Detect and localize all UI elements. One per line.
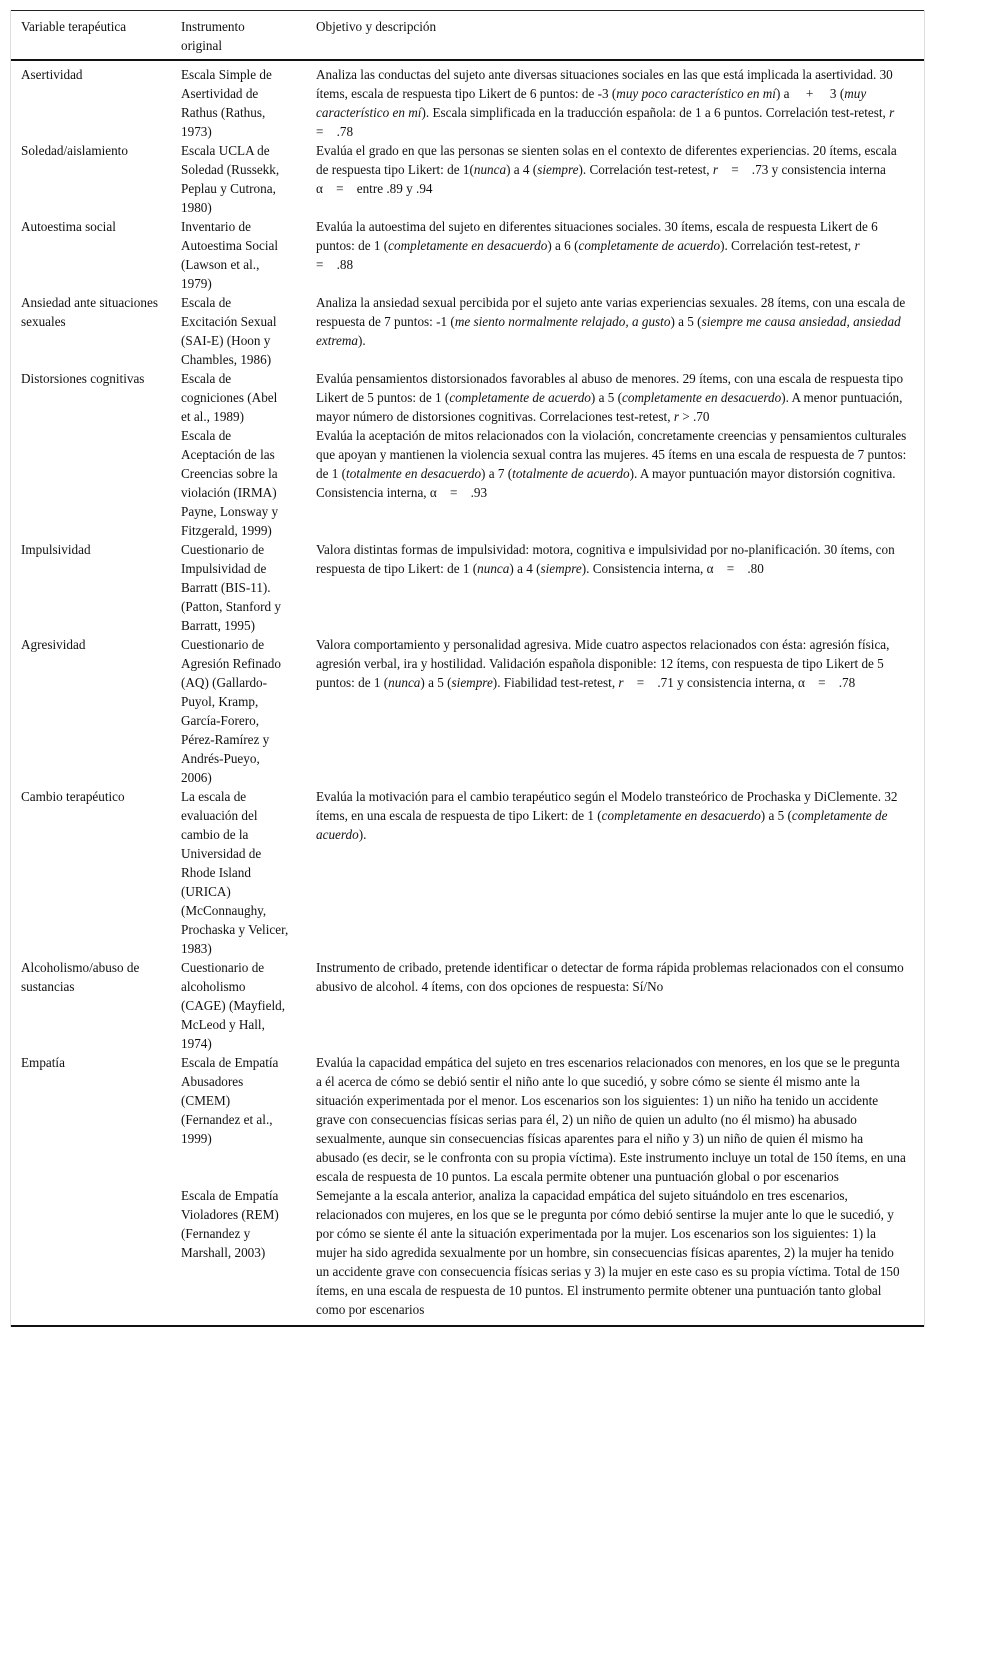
cell-variable: Alcoholismo/abuso de sustancias [21,960,140,994]
description-italic-text: me siento normalmente relajado, a gusto [454,314,671,329]
instrument-text: Escala de Excitación Sexual (SAI-E) (Hoon y Chambles, 1986) [181,295,277,367]
cell-variable: Distorsiones cognitivas [21,371,145,386]
description-text: = .71 y consistencia interna, α = .78 [623,675,856,690]
cell-instrument [181,293,316,369]
description-text: Valora distintas formas de impulsividad: motora, cognitiva e impulsividad por no-planificación. 30 ítems, con respuesta de tipo Likert: de 1 ( [316,542,895,576]
description-text: Evalúa la capacidad empática del sujeto en tres escenarios relacionados con menores, en los que se le pregunta a él acerca de cómo se debió sentir el niño ante lo que sucedió, y sobre cómo se siente él mismo ante la situación experimentada por el menor. Los escenarios son los siguientes: 1) un niño ha tenido un accidente grave con consecuencias físicas serias para él, 2) un niño de quien un adulto (no él mismo) ha abusado sexualmente, aunque sin consecuencias físicas aparentes para el niño y 3) un niño de quien él mismo ha abusado (es decir, se le confronta con su propia víctima). Este instrumento incluye un total de 150 ítems, en una escala de respuesta de 10 puntos. La escala permite obtener una puntuación global o por escenarios [316,1055,906,1184]
cell-description [316,787,924,958]
cell-description [316,1186,924,1326]
instrument-text: Escala de cogniciones (Abel et al., 1989) [181,371,278,424]
description-italic-text: totalmente de acuerdo [512,466,630,481]
description-italic-text: nunca [473,162,507,177]
instrument-text: Cuestionario de Agresión Refinado (AQ) (Gallardo-Puyol, Kramp, García-Forero, Pérez-Ramírez y Andrés-Pueyo, 2006) [181,637,281,785]
description-text: ). A mayor puntuación mayor distorsión cognitiva. Consistencia interna, α = .93 [316,466,896,500]
description-text: Analiza la ansiedad sexual percibida por el sujeto ante varias experiencias sexuales. 28 ítems, con una escala de respuesta de 7 puntos: -1 ( [316,295,906,329]
table-row [11,141,924,217]
description-italic-text: completamente de acuerdo [578,238,721,253]
cell-description [316,293,924,369]
description-italic-text: completamente de acuerdo [449,390,591,405]
description-italic-text: muy poco característico en mí [616,86,776,101]
description-italic-text: siempre [451,675,493,690]
description-text: = .73 y consistencia interna α = entre .89 y .94 [316,162,886,196]
cell-instrument [181,635,316,787]
description-italic-text: r [854,238,860,253]
description-italic-text: completamente en desacuerdo [388,238,548,253]
cell-variable: Agresividad [21,637,86,652]
description-text: ) a 4 ( [506,162,538,177]
description-text: Analiza las conductas del sujeto ante diversas situaciones sociales en las que está implicada la asertividad. 30 ítems, escala de respuesta tipo Likert de 6 puntos: de -3 ( [316,67,893,101]
table-body [11,60,924,1326]
table-row [11,293,924,369]
header-variable: Variable terapéutica [21,19,127,34]
description-text: ) a 5 ( [590,390,623,405]
cell-description [316,217,924,293]
table-row [11,540,924,635]
description-text: Valora comportamiento y personalidad agresiva. Mide cuatro aspectos relacionados con ésta: agresión física, agresión verbal, ira y hostilidad. Validación española disponible: 12 ítems, con respuesta de tipo Likert de 5 puntos: de 1 ( [316,637,890,690]
instrument-text: La escala de evaluación del cambio de la Universidad de Rhode Island (URICA) (McConnaughy, Prochaska y Velicer, 1983) [181,789,289,956]
table-row [11,60,924,141]
table-row [11,958,924,1053]
cell-variable: Impulsividad [21,542,91,557]
description-text: Evalúa la autoestima del sujeto en diferentes situaciones sociales. 30 ítems, escala de respuesta Likert de 6 puntos: de 1 ( [316,219,878,253]
description-text: > .70 [678,409,710,424]
description-italic-text: totalmente en desacuerdo [346,466,482,481]
cell-description [316,369,924,426]
description-italic-text: nunca [477,561,510,576]
description-text: ). [357,333,366,348]
cell-instrument [181,958,316,1053]
description-text: ) a 5 ( [760,808,792,823]
table-row [11,1053,924,1186]
description-text: = .88 [316,238,873,272]
instruments-table-container [10,10,925,1327]
description-italic-text: siempre me causa ansiedad, ansiedad extrema [316,314,901,348]
description-italic-text: completamente en desacuerdo [601,808,761,823]
description-italic-text: muy característico en mí [316,86,867,120]
header-instrument-label: Instrumento original [181,19,245,53]
cell-instrument [181,1186,316,1326]
table-row [11,635,924,787]
description-text: ) a 6 ( [547,238,579,253]
instrument-text: Escala de Empatía Abusadores (CMEM) (Fernandez et al., 1999) [181,1055,279,1146]
description-italic-text: r [673,409,679,424]
description-italic-text: r [712,162,718,177]
description-text: ). Correlación test-retest, [720,238,855,253]
cell-description [316,1053,924,1186]
description-text: Evalúa pensamientos distorsionados favorables al abuso de menores. 29 ítems, con una escala de respuesta tipo Likert de 5 puntos: de 1 ( [316,371,904,405]
table-header-row [11,11,924,61]
description-italic-text: completamente de acuerdo [316,808,888,842]
description-italic-text: siempre [540,561,582,576]
description-text: Evalúa la motivación para el cambio terapéutico según el Modelo transteórico de Prochaska y DiClemente. 32 ítems, en una escala de respuesta de tipo Likert: de 1 ( [316,789,898,823]
instrument-text: Cuestionario de alcoholismo (CAGE) (Mayfield, McLeod y Hall, 1974) [181,960,286,1051]
header-description: Objetivo y descripción [316,19,437,34]
cell-description [316,141,924,217]
cell-description [316,635,924,787]
cell-variable [11,1186,181,1326]
description-text: ) a 4 ( [509,561,541,576]
description-text: ). Fiabilidad test-retest, [492,675,619,690]
description-text: ) a + 3 ( [775,86,845,101]
cell-description [316,60,924,141]
cell-variable: Asertividad [21,67,83,82]
cell-instrument [181,1053,316,1186]
description-text: ). [358,827,367,842]
description-italic-text: nunca [388,675,421,690]
instrument-text: Escala de Empatía Violadores (REM) (Fernandez y Marshall, 2003) [181,1188,279,1260]
cell-variable: Cambio terapéutico [21,789,125,804]
cell-instrument [181,141,316,217]
table-row [11,369,924,426]
description-italic-text: r [889,105,895,120]
table-row [11,217,924,293]
table-row [11,426,924,540]
instrument-text: Escala UCLA de Soledad (Russekk, Peplau y Cutrona, 1980) [181,143,280,215]
description-italic-text: siempre [537,162,579,177]
cell-description [316,540,924,635]
description-text: ) a 5 ( [420,675,452,690]
cell-instrument [181,426,316,540]
instruments-table [11,10,924,1327]
instrument-text: Inventario de Autoestima Social (Lawson et al., 1979) [181,219,279,291]
description-text: Semejante a la escala anterior, analiza la capacidad empática del sujeto situándolo en tres escenarios, relacionados con mujeres, en los que se le pregunta por cómo debió sentirse la mujer ante lo que le sucedió, y por cómo se siente él ante la situación experimentada por la mujer. Los escenarios son los siguientes: 1) la mujer ha sido agredida sexualmente por un hombre, sin consecuencias físicas aparentes, 2) la mujer ha tenido un accidente grave con consecuencia físicas serias y 3) la mujer en este caso es su propia víctima. Total de 150 ítems, en una escala de respuesta de 10 puntos. El instrumento permite obtener una puntuación tanto global como por escenarios [316,1188,900,1317]
description-text: ). A menor puntuación, mayor número de distorsiones cognitivas. Correlaciones test-retest, [316,390,903,424]
cell-variable: Autoestima social [21,219,116,234]
cell-instrument [181,540,316,635]
description-text: ) a 7 ( [481,466,513,481]
description-text: Evalúa el grado en que las personas se sienten solas en el contexto de diferentes experiencias. 20 ítems, escala de respuesta tipo Likert: de 1( [316,143,897,177]
description-italic-text: r [618,675,624,690]
description-italic-text: completamente en desacuerdo [622,390,782,405]
description-text: ). Correlación test-retest, [578,162,713,177]
cell-variable: Soledad/aislamiento [21,143,128,158]
description-text: ). Consistencia interna, α = .80 [581,561,764,576]
instrument-text: Cuestionario de Impulsividad de Barratt (BIS-11). (Patton, Stanford y Barratt, 1995) [181,542,281,633]
cell-variable: Ansiedad ante situaciones sexuales [21,295,158,329]
cell-description [316,426,924,540]
instrument-text: Escala de Aceptación de las Creencias sobre la violación (IRMA) Payne, Lonsway y Fitzgerald, 1999) [181,428,279,538]
description-text: Instrumento de cribado, pretende identificar o detectar de forma rápida problemas relacionados con el consumo abusivo de alcohol. 4 ítems, con dos opciones de respuesta: Sí/No [316,960,904,994]
cell-instrument [181,60,316,141]
description-text: = .78 [316,105,908,139]
description-text: Evalúa la aceptación de mitos relacionados con la violación, concretamente creencias y pensamientos culturales que apoyan y mantienen la violencia sexual contra las mujeres. 45 ítems en una escala de respuesta de 7 puntos: de 1 ( [316,428,907,481]
instrument-text: Escala Simple de Asertividad de Rathus (Rathus, 1973) [181,67,272,139]
cell-instrument [181,787,316,958]
cell-description [316,958,924,1053]
cell-instrument [181,369,316,426]
table-row [11,1186,924,1326]
table-row [11,787,924,958]
description-text: ). Escala simplificada en la traducción española: de 1 a 6 puntos. Correlación test-retest, [421,105,890,120]
cell-variable [11,426,181,540]
cell-instrument [181,217,316,293]
header-instrument [181,11,316,61]
cell-variable: Empatía [21,1055,65,1070]
description-text: ) a 5 ( [670,314,702,329]
